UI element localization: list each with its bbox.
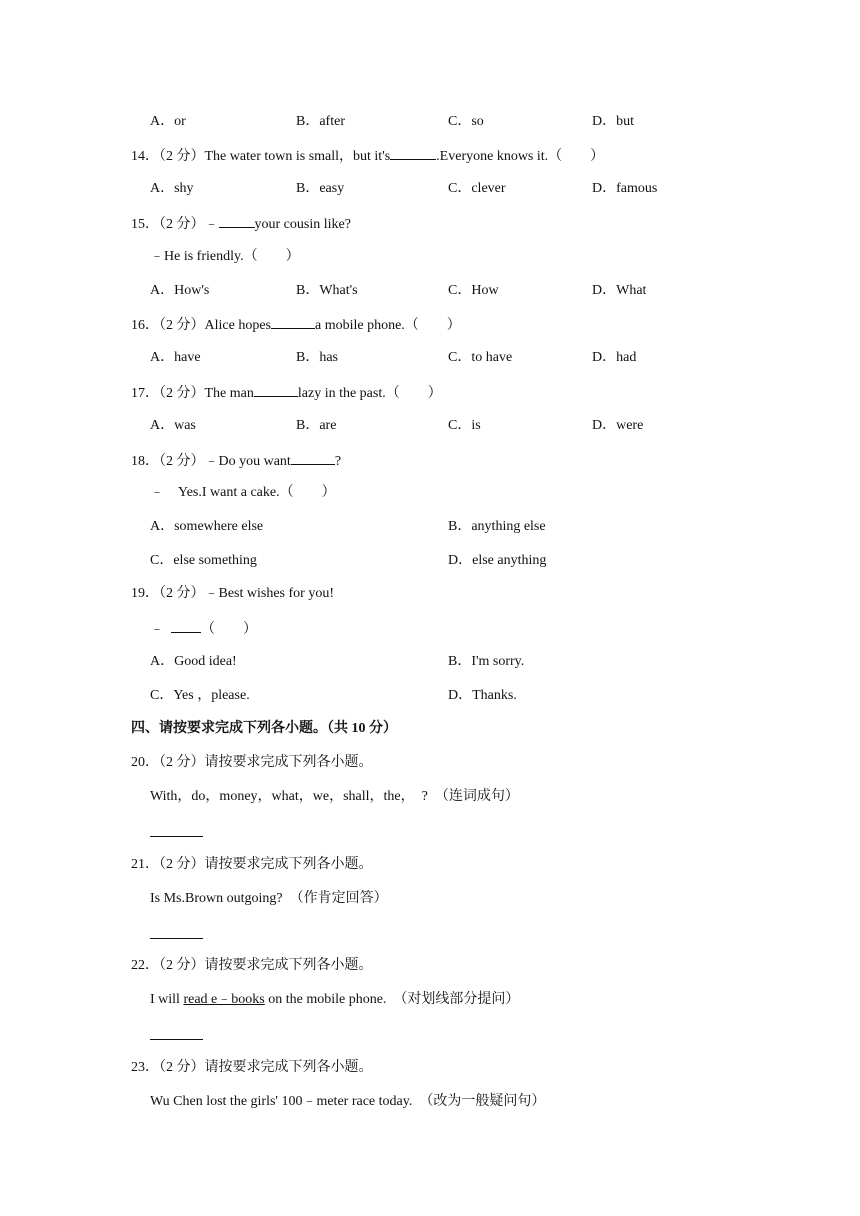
answer-blank: [390, 146, 436, 160]
question-19-stem: [131, 585, 334, 603]
option-a: A．somewhere else: [150, 519, 264, 534]
answer-line: [150, 1039, 203, 1040]
question-14-stem: [131, 146, 604, 166]
question-number: 20．: [131, 755, 159, 770]
question-22-stem: [131, 957, 373, 975]
question-score: （2 分）: [159, 149, 205, 164]
question-15-stem: [131, 214, 351, 234]
question-text: The water town is small，but it's: [204, 149, 391, 164]
option-c: C．Yes ，please.: [150, 688, 250, 703]
question-text: ﹣: [150, 622, 164, 637]
option-a: A．How's: [150, 283, 210, 298]
question-18-line2: ﹣ Yes.I want a cake.（ ）: [150, 485, 336, 500]
question-number: 23．: [131, 1060, 159, 1075]
answer-blank: [254, 383, 298, 397]
answer-line: [150, 836, 203, 837]
option-c: C．is: [448, 418, 481, 433]
question-score: （2 分）: [159, 1060, 205, 1075]
question-text: ﹣Best wishes for you!: [204, 586, 334, 601]
option-d: D．What: [592, 283, 647, 298]
option-a: A．was: [150, 418, 196, 433]
question-text: a mobile phone.（ ）: [314, 318, 461, 333]
question-text: .Everyone knows it.（ ）: [436, 149, 605, 164]
question-17-stem: [131, 383, 442, 403]
question-19-line2: [150, 619, 257, 639]
question-score: （2 分）: [159, 958, 205, 973]
option-a: A．or: [150, 114, 186, 129]
option-b: B．anything else: [448, 519, 546, 534]
answer-blank: [171, 619, 201, 633]
option-c: C．to have: [448, 350, 513, 365]
option-a: A．shy: [150, 181, 194, 196]
option-a: A．Good idea!: [150, 654, 237, 669]
option-d: D．were: [592, 418, 644, 433]
question-text: Alice hopes: [204, 318, 271, 333]
question-text: ﹣: [204, 217, 219, 232]
question-text: lazy in the past.（ ）: [297, 386, 442, 401]
question-number: 16．: [131, 318, 159, 333]
question-instruction: 请按要求完成下列各小题。: [204, 755, 373, 770]
question-number: 18．: [131, 454, 159, 469]
question-score: （2 分）: [159, 857, 205, 872]
answer-blank: [271, 315, 315, 329]
question-18-stem: [131, 451, 341, 471]
question-21-task: Is Ms.Brown outgoing? （作肯定回答）: [150, 891, 388, 906]
question-score: （2 分）: [159, 755, 205, 770]
option-c: C．so: [448, 114, 484, 129]
option-c: C．clever: [448, 181, 506, 196]
option-d: D．Thanks.: [448, 688, 517, 703]
question-text: on the mobile phone. （对划线部分提问）: [264, 992, 520, 1007]
question-text: ?: [334, 454, 342, 469]
question-23-stem: [131, 1059, 373, 1077]
question-16-stem: [131, 315, 461, 335]
question-score: （2 分）: [159, 318, 205, 333]
answer-blank: [219, 214, 255, 228]
question-instruction: 请按要求完成下列各小题。: [204, 1060, 373, 1075]
question-text: I will: [150, 992, 184, 1007]
question-score: （2 分）: [159, 586, 205, 601]
option-c: C．How: [448, 283, 499, 298]
underlined-phrase: read e﹣books: [183, 992, 265, 1007]
question-number: 14．: [131, 149, 159, 164]
question-score: （2 分）: [159, 454, 205, 469]
question-20-task: With，do，money，what，we，shall，the， ? （连词成句）: [150, 789, 519, 804]
option-d: D．famous: [592, 181, 658, 196]
question-number: 19．: [131, 586, 159, 601]
option-b: B．are: [296, 418, 337, 433]
question-20-stem: [131, 754, 373, 772]
option-b: B．What's: [296, 283, 358, 298]
question-score: （2 分）: [159, 217, 205, 232]
section-4-title: 四、请按要求完成下列各小题。（共 10 分）: [131, 721, 397, 736]
question-text: your cousin like?: [254, 217, 351, 232]
question-number: 22．: [131, 958, 159, 973]
option-b: B．I'm sorry.: [448, 654, 525, 669]
question-text: The man: [204, 386, 254, 401]
question-instruction: 请按要求完成下列各小题。: [204, 857, 373, 872]
question-number: 21．: [131, 857, 159, 872]
question-instruction: 请按要求完成下列各小题。: [204, 958, 373, 973]
answer-line: [150, 938, 203, 939]
option-a: A．have: [150, 350, 201, 365]
question-15-line2: ﹣He is friendly.（ ）: [150, 249, 300, 264]
option-c: C．else something: [150, 553, 257, 568]
question-23-task: Wu Chen lost the girls' 100﹣meter race today. （改为一般疑问句）: [150, 1094, 546, 1109]
question-number: 17．: [131, 386, 159, 401]
option-b: B．has: [296, 350, 338, 365]
question-text: ﹣Do you want: [204, 454, 291, 469]
question-21-stem: [131, 856, 373, 874]
option-b: B．easy: [296, 181, 345, 196]
answer-blank: [291, 451, 335, 465]
question-score: （2 分）: [159, 386, 205, 401]
question-number: 15．: [131, 217, 159, 232]
option-b: B．after: [296, 114, 345, 129]
question-text: （ ）: [201, 622, 257, 637]
question-22-task: [150, 991, 519, 1009]
option-d: D．but: [592, 114, 634, 129]
option-d: D．else anything: [448, 553, 547, 568]
option-d: D．had: [592, 350, 637, 365]
